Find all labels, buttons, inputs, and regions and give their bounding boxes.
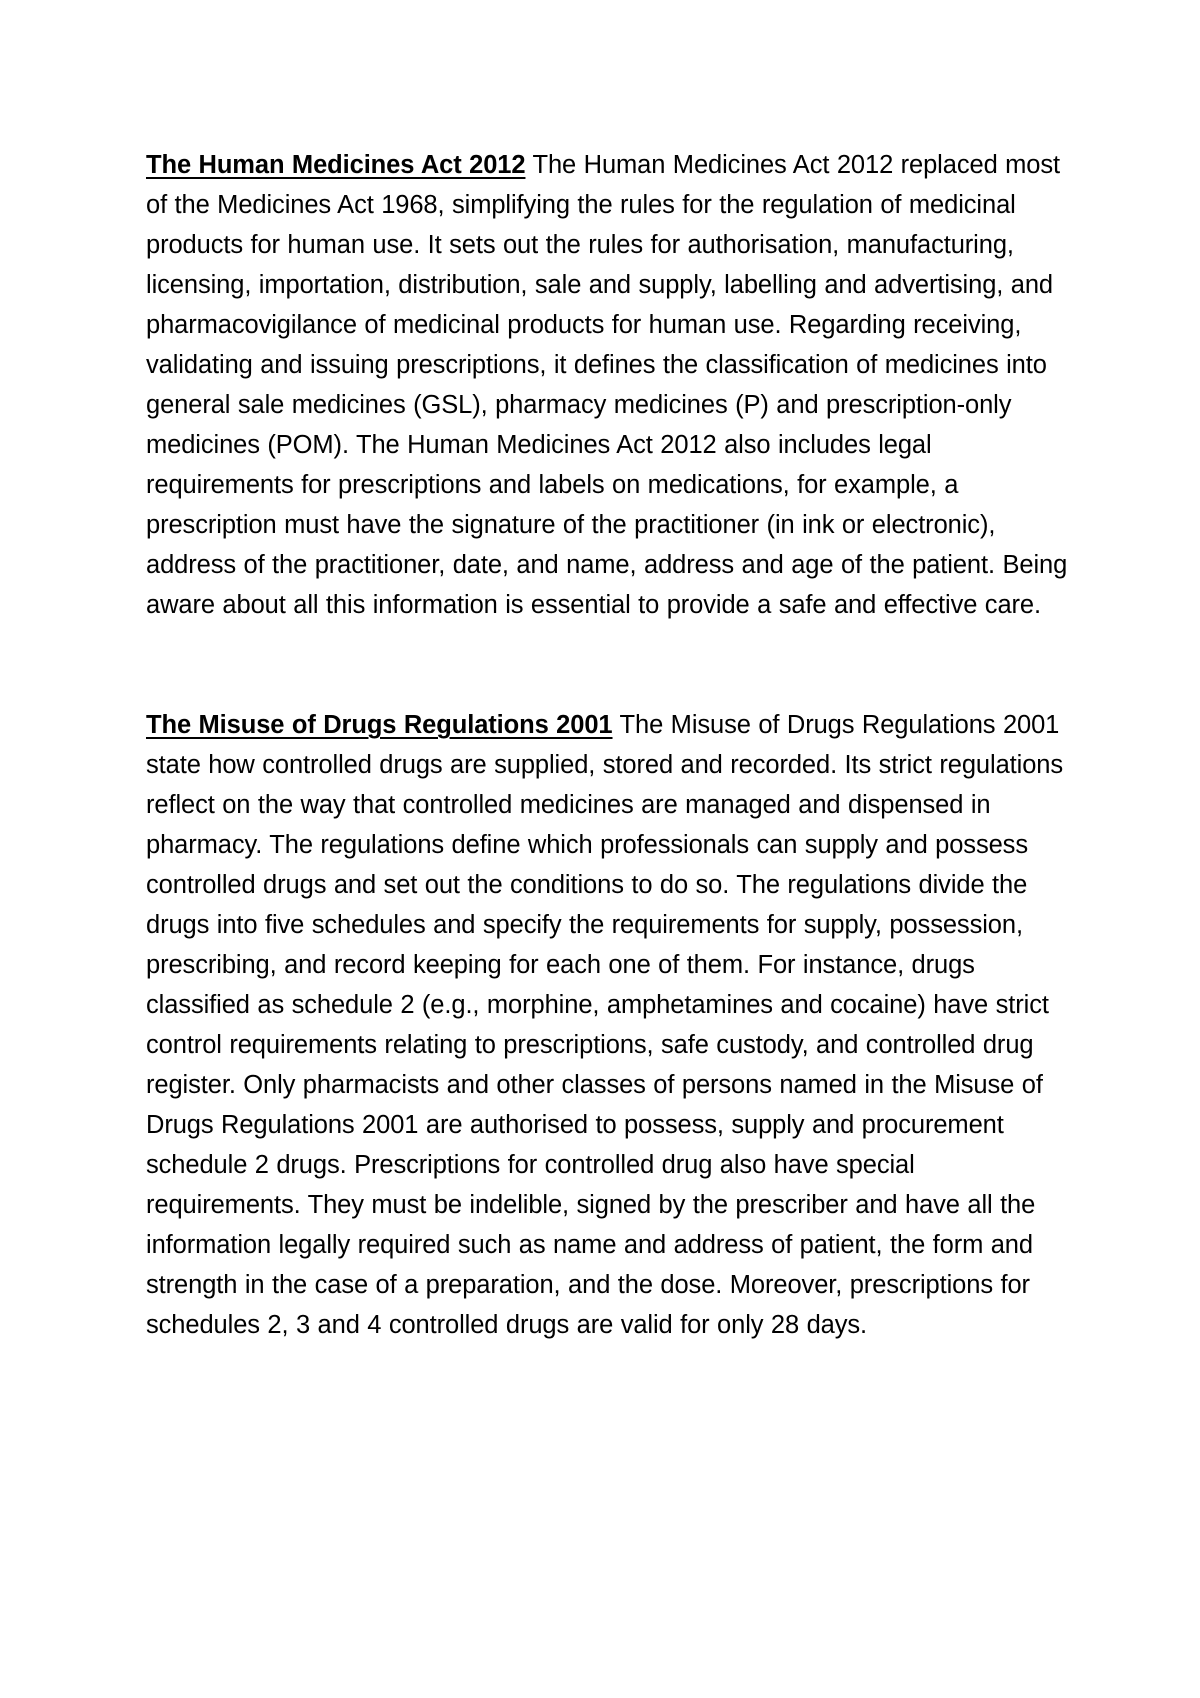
section-heading: The Human Medicines Act 2012 (146, 151, 526, 179)
section-body: The Human Medicines Act 2012 replaced most of the Medicines Act 1968, simplifying the rules for the regulation of medicinal products for human use. It sets out the rules for authorisation, manufacturing, licensing, importation, distribution, sale and supply, labelling and advertising, and pharmacovigilance of medicinal products for human use. Regarding receiving, validating and issuing prescriptions, it defines the classification of medicines into general sale medicines (GSL), pharmacy medicines (P) and prescription-only medicines (POM). The Human Medicines Act 2012 also includes legal requirements for prescriptions and labels on medications, for example, a prescription must have the signature of the practitioner (in ink or electronic), address of the practitioner, date, and name, address and age of the patient. Being aware about all this information is essential to provide a safe and effective care. (146, 151, 1068, 619)
section-misuse-of-drugs-regulations (146, 705, 1070, 1345)
section-human-medicines-act (146, 145, 1070, 625)
section-heading: The Misuse of Drugs Regulations 2001 (146, 711, 613, 739)
section-body: The Misuse of Drugs Regulations 2001 state how controlled drugs are supplied, stored and recorded. Its strict regulations reflect on the way that controlled medicines are managed and dispensed in pharmacy. The regulations define which professionals can supply and possess controlled drugs and set out the conditions to do so. The regulations divide the drugs into five schedules and specify the requirements for supply, possession, prescribing, and record keeping for each one of them. For instance, drugs classified as schedule 2 (e.g., morphine, amphetamines and cocaine) have strict control requirements relating to prescriptions, safe custody, and controlled drug register. Only pharmacists and other classes of persons named in the Misuse of Drugs Regulations 2001 are authorised to possess, supply and procurement schedule 2 drugs. Prescriptions for controlled drug also have special requirements. They must be indelible, signed by the prescriber and have all the information legally required such as name and address of patient, the form and strength in the case of a preparation, and the dose. Moreover, prescriptions for schedules 2, 3 and 4 controlled drugs are valid for only 28 days. (146, 711, 1064, 1339)
